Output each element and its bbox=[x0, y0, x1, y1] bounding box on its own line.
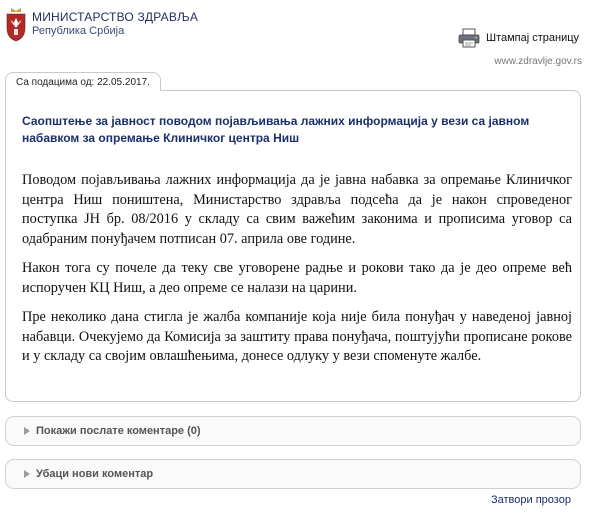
ministry-name: МИНИСТАРСТВО ЗДРАВЉА bbox=[32, 10, 199, 24]
article-title: Саопштење за јавност поводом појављивања лажних информација у вези са јавном набавком за опремање Клиничког центра Ниш bbox=[22, 114, 530, 145]
show-comments-label: Покажи послате коментаре (0) bbox=[36, 425, 201, 437]
show-comments-panel[interactable] bbox=[5, 416, 581, 446]
site-domain: www.zdravlje.gov.rs bbox=[494, 56, 582, 67]
add-comment-panel[interactable] bbox=[5, 459, 581, 489]
close-window-link[interactable]: Затвори прозор bbox=[491, 494, 571, 506]
print-page-label: Штампај страницу bbox=[486, 32, 580, 44]
article-box bbox=[5, 90, 581, 402]
date-tab: Са подацима од: 22.05.2017. bbox=[5, 72, 161, 91]
site-header bbox=[0, 0, 592, 52]
article-paragraph: Пре неколико дана стигла је жалба компаније која није била понуђач у наведеној јавној набавци. Очекујемо да Комисија за заштиту права понуђача, поштујући прописане рокове и у складу са својим овлашћењима, донесе одлуку у вези споменуте жалбе. bbox=[22, 309, 572, 364]
ministry-subtitle: Република Србија bbox=[32, 25, 125, 37]
print-page-link[interactable] bbox=[458, 27, 579, 49]
expand-arrow-icon bbox=[24, 470, 30, 478]
add-comment-label: Убаци нови коментар bbox=[36, 468, 154, 480]
printer-icon bbox=[458, 28, 480, 48]
expand-arrow-icon bbox=[24, 427, 30, 435]
article-body bbox=[22, 171, 572, 377]
article-paragraph: Поводом појављивања лажних информација да је јавна набавка за опремање Клиничког центра Ниш поништена, Министарство здравља подсећа да је након спроведеног поступка ЈН бр. 08/2016 у складу са свим важећим законима и прописима уговор са одабраним понуђачем потписан 07. априла ове године. bbox=[22, 172, 572, 247]
article-paragraph: Након тога су почеле да теку све уговорене радње и рокови тако да је део опреме већ испоручен КЦ Ниш, а део опреме се налази на царини. bbox=[22, 260, 572, 296]
coat-of-arms-icon bbox=[5, 6, 27, 42]
